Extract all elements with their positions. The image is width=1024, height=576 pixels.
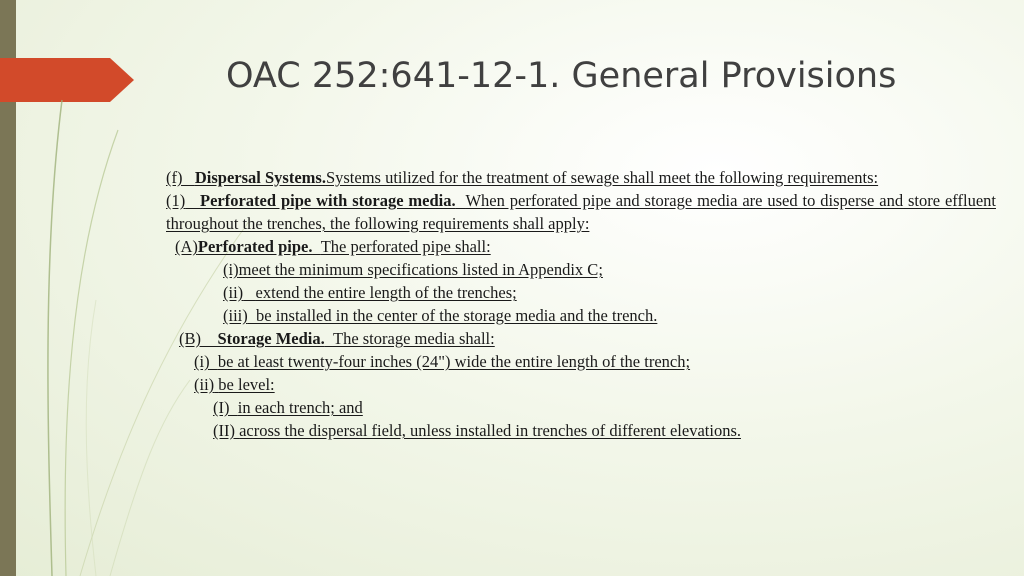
item-B-ii-text: be level: — [218, 375, 275, 394]
slide-title: OAC 252:641-12-1. General Provisions — [226, 56, 897, 96]
item-A-i-text: meet the minimum specifications listed in Appendix C; — [238, 260, 603, 279]
item-B-II-label: (II) — [213, 421, 235, 440]
item-A-i-line — [166, 258, 996, 281]
item-A-label: (A) — [175, 237, 198, 256]
item-B-I-label: (I) — [213, 398, 230, 417]
item-B-text: The storage media shall: — [332, 329, 495, 348]
item-A-line — [166, 235, 996, 258]
section-f-heading: Dispersal Systems. — [194, 168, 326, 187]
item-B-i-text: be at least twenty-four inches (24") wide the entire length of the trench; — [217, 352, 691, 371]
item-B-II-line — [166, 419, 996, 442]
item-B-line — [166, 327, 996, 350]
item-1-paragraph — [166, 189, 996, 235]
item-1-heading: Perforated pipe with storage media. — [200, 191, 456, 210]
section-f-paragraph — [166, 166, 996, 189]
item-B-i-label: (i) — [194, 352, 210, 371]
item-A-ii-text: extend the entire length of the trenches; — [255, 283, 517, 302]
item-A-ii-label: (ii) — [223, 283, 244, 302]
item-B-heading: Storage Media. — [217, 329, 325, 348]
item-1-text: When perforated pipe and storage media are used to disperse and store effluent throughout the trenches, the following requirements shall apply: — [166, 191, 996, 233]
item-B-ii-line — [166, 373, 996, 396]
section-f-text: Systems utilized for the treatment of sewage shall meet the following requirements: — [325, 168, 879, 187]
item-A-i-label: (i) — [223, 260, 239, 279]
item-A-iii-line — [166, 304, 996, 327]
item-B-i-line — [166, 350, 996, 373]
item-A-ii-line — [166, 281, 996, 304]
item-A-iii-text: be installed in the center of the storage media and the trench. — [256, 306, 658, 325]
slide-content — [166, 166, 996, 442]
item-A-iii-label: (iii) — [223, 306, 248, 325]
item-B-label: (B) — [179, 329, 201, 348]
section-f-label: (f) — [166, 168, 183, 187]
item-B-I-text: in each trench; and — [237, 398, 363, 417]
item-A-text: The perforated pipe shall: — [320, 237, 491, 256]
item-1-label: (1) — [166, 191, 186, 210]
item-B-I-line — [166, 396, 996, 419]
item-B-II-text: across the dispersal field, unless installed in trenches of different elevations. — [239, 421, 741, 440]
item-B-ii-label: (ii) — [194, 375, 215, 394]
item-A-heading: Perforated pipe. — [197, 237, 313, 256]
